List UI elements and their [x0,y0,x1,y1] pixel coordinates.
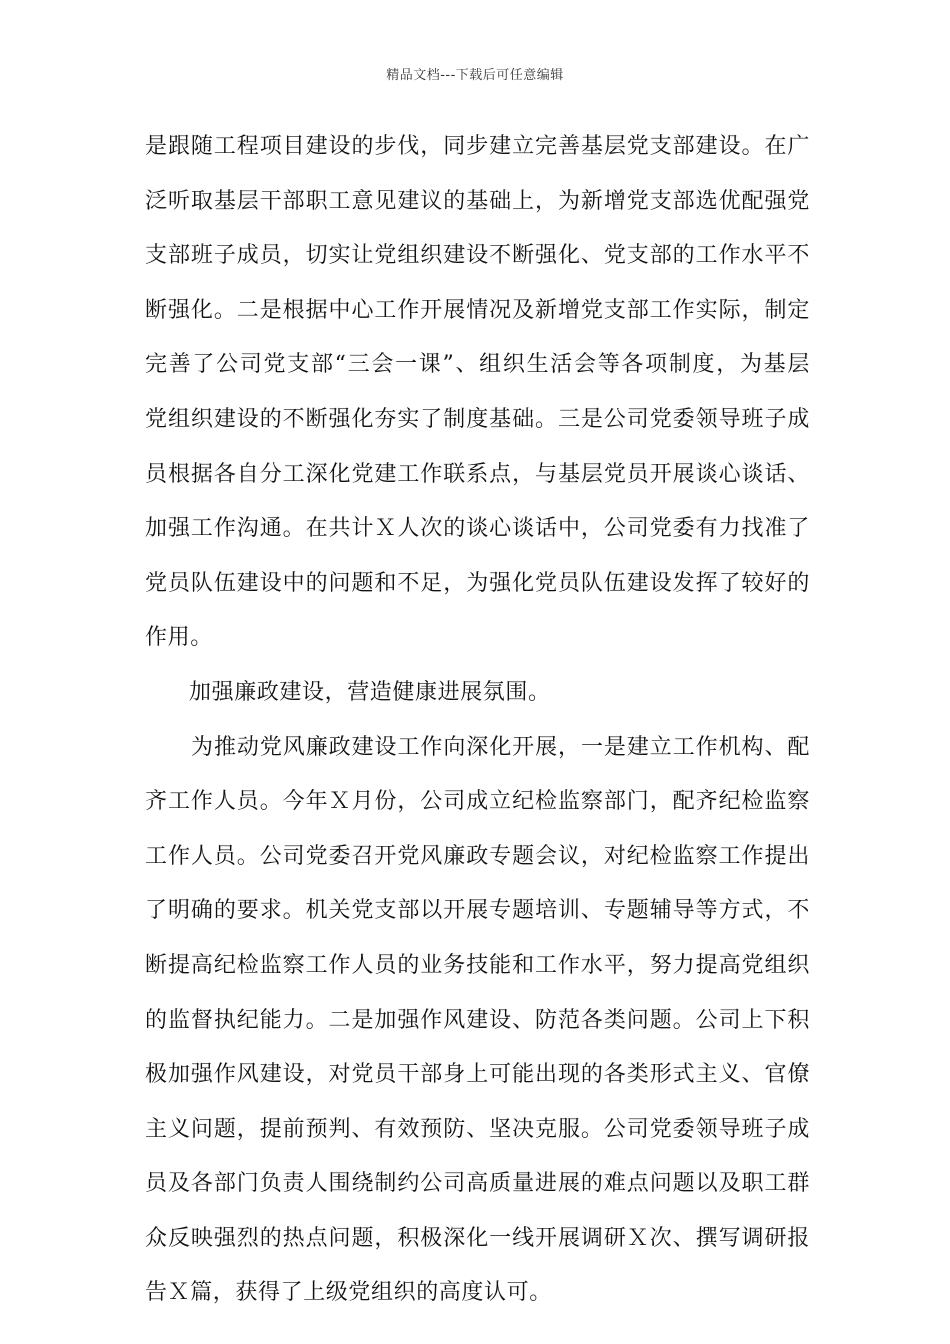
document-body [145,120,810,1321]
text-line: 是跟随工程项目建设的步伐，同步建立完善基层党支部建设。在广 [145,134,810,159]
text-line: 支部班子成员，切实让党组织建设不断强化、党支部的工作水平不 [145,243,810,269]
text-line: 极加强作风建设，对党员干部身上可能出现的各类形式主义、官僚 [145,1062,810,1088]
text-line: 泛听取基层干部职工意见建议的基础上，为新增党支部选优配强党 [145,188,810,214]
text-line: 断提高纪检监察工作人员的业务技能和工作水平，努力提高党组织 [145,952,810,978]
text-line: 为推动党风廉政建设工作向深化开展，一是建立工作机构、配 [191,734,810,760]
text-line: 作用。 [145,625,213,651]
text-line: 党员队伍建设中的问题和不足，为强化党员队伍建设发挥了较好的 [145,570,810,596]
page-header: 精品文档---下载后可任意编辑 [386,68,564,83]
text-line: 众反映强烈的热点问题，积极深化一线开展调研Ｘ次、撰写调研报 [145,1225,810,1251]
text-line: 主义问题，提前预判、有效预防、坚决克服。公司党委领导班子成 [145,1116,810,1142]
text-line: 断强化。二是根据中心工作开展情况及新增党支部工作实际，制定 [145,297,810,323]
text-line: 员根据各自分工深化党建工作联系点，与基层党员开展谈心谈话、 [145,461,810,487]
text-line: 员及各部门负责人围绕制约公司高质量进展的难点问题以及职工群 [145,1171,810,1197]
text-line: 工作人员。公司党委召开党风廉政专题会议，对纪检监察工作提出 [145,843,810,869]
text-line: 齐工作人员。今年Ｘ月份，公司成立纪检监察部门，配齐纪检监察 [145,789,810,815]
text-line: 完善了公司党支部“三会一课”、组织生活会等各项制度，为基层 [145,352,810,378]
text-line: 了明确的要求。机关党支部以开展专题培训、专题辅导等方式，不 [145,898,810,924]
text-line: 加强工作沟通。在共计Ｘ人次的谈心谈话中，公司党委有力找准了 [145,516,810,542]
section-heading: 加强廉政建设，营造健康进展氛围。 [189,679,551,705]
text-line: 告Ｘ篇，获得了上级党组织的高度认可。 [145,1280,552,1306]
text-line: 党组织建设的不断强化夯实了制度基础。三是公司党委领导班子成 [145,406,810,432]
text-line: 的监督执纪能力。二是加强作风建设、防范各类问题。公司上下积 [145,1007,810,1033]
